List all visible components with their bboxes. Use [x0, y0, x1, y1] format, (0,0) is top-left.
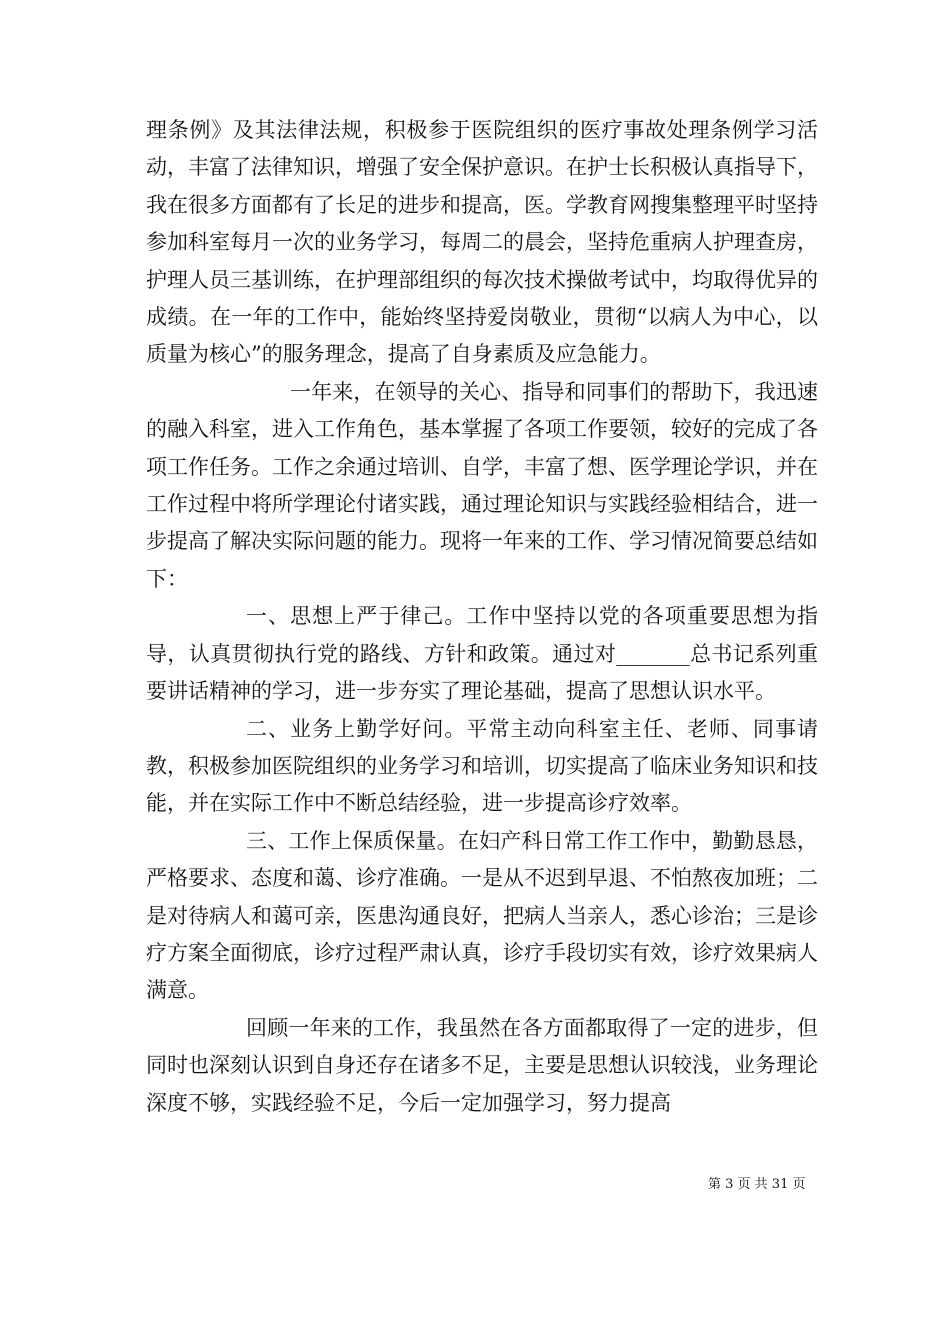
paragraph-year-overview: 一年来，在领导的关心、指导和同事们的帮助下，我迅速的融入科室，进入工作角色，基本掌握了各项工作要领，较好的完成了各项工作任务。工作之余通过培训、自学，丰富了想、医学理论学识，并在工作过程中将所学理论付诸实践，通过理论知识与实践经验相结合，进一步提高了解决实际问题的能力。现将一年来的工作、学习情况简要总结如下： — [146, 379, 818, 591]
paragraph-professional-study: 二、业务上勤学好问。平常主动向科室主任、老师、同事请教，积极参加医院组织的业务学习和培训，切实提高了临床业务知识和技能，并在实际工作中不断总结经验，进一步提高诊疗效率。 — [146, 716, 818, 816]
paragraph-work-quality: 三、工作上保质保量。在妇产科日常工作工作中，勤勤恳恳，严格要求、态度和蔼、诊疗准确。一是从不迟到早退、不怕熬夜加班；二是对待病人和蔼可亲，医患沟通良好，把病人当亲人，悉心诊治；三是诊疗方案全面彻底，诊疗过程严肃认真，诊疗手段切实有效，诊疗效果病人满意。 — [146, 828, 818, 1003]
paragraph-review: 回顾一年来的工作，我虽然在各方面都取得了一定的进步，但同时也深刻认识到自身还存在诸多不足，主要是思想认识较浅，业务理论深度不够，实践经验不足，今后一定加强学习，努力提高 — [146, 1015, 818, 1115]
page-number: 第 3 页 共 31 页 — [708, 1177, 806, 1192]
paragraph-legal-study: 理条例》及其法律法规，积极参于医院组织的医疗事故处理条例学习活动，丰富了法律知识，增强了安全保护意识。在护士长积极认真指导下，我在很多方面都有了长足的进步和提高，医。学教育网搜集整理平时坚持参加科室每月一次的业务学习，每周二的晨会，坚持危重病人护理查房，护理人员三基训练，在护理部组织的每次技术操做考试中，均取得优异的成绩。在一年的工作中，能始终坚持爱岗敬业，贯彻“以病人为中心，以质量为核心”的服务理念，提高了自身素质及应急能力。 — [146, 118, 818, 367]
document-body — [146, 112, 818, 1122]
paragraph-ideology: 一、思想上严于律己。工作中坚持以党的各项重要思想为指导，认真贯彻执行党的路线、方针和政策。通过对_______总书记系列重要讲话精神的学习，进一步夯实了理论基础，提高了思想认识水平。 — [146, 604, 818, 704]
